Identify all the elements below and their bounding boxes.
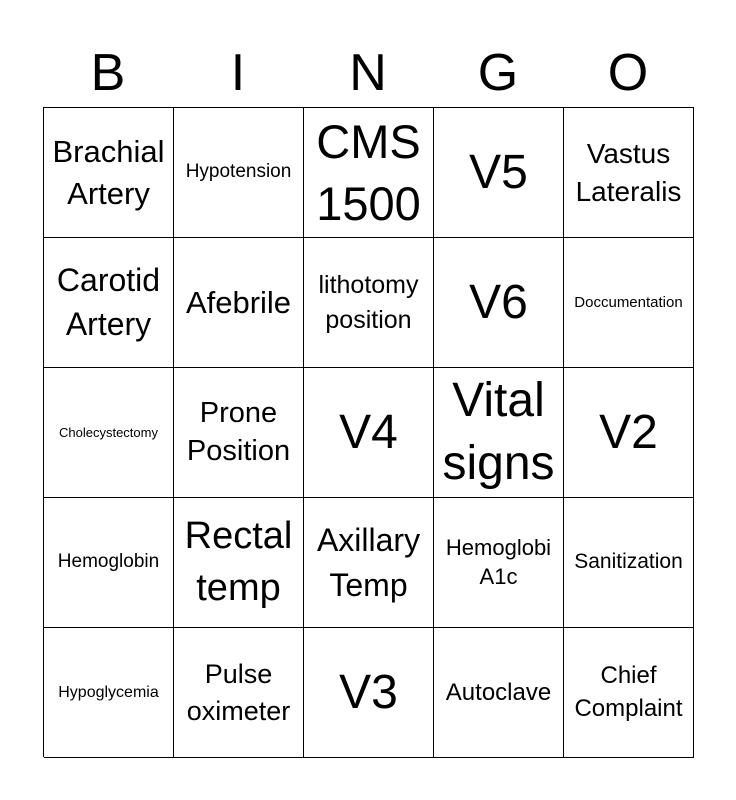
bingo-cell[interactable]: V2 xyxy=(564,368,694,498)
header-letter-n: N xyxy=(349,44,387,102)
bingo-cell[interactable]: Hemoglobin xyxy=(44,498,174,628)
bingo-cell[interactable]: Vital signs xyxy=(434,368,564,498)
bingo-cell[interactable]: Rectal temp xyxy=(174,498,304,628)
bingo-cell[interactable]: Cholecystectomy xyxy=(44,368,174,498)
bingo-cell[interactable]: Hypotension xyxy=(174,108,304,238)
bingo-cell[interactable]: V5 xyxy=(434,108,564,238)
bingo-cell[interactable]: Pulse oximeter xyxy=(174,628,304,758)
bingo-cell[interactable]: Chief Complaint xyxy=(564,628,694,758)
bingo-cell[interactable]: Carotid Artery xyxy=(44,238,174,368)
bingo-cell[interactable]: Autoclave xyxy=(434,628,564,758)
header-letter-o: O xyxy=(607,44,649,102)
bingo-header xyxy=(43,40,693,106)
bingo-cell[interactable]: Hypoglycemia xyxy=(44,628,174,758)
bingo-cell[interactable]: Axillary Temp xyxy=(304,498,434,628)
bingo-cell[interactable]: Brachial Artery xyxy=(44,108,174,238)
bingo-cell[interactable]: Doccumentation xyxy=(564,238,694,368)
bingo-cell[interactable]: Sanitization xyxy=(564,498,694,628)
bingo-cell[interactable]: Vastus Lateralis xyxy=(564,108,694,238)
header-letter-g: G xyxy=(477,44,519,102)
bingo-cell[interactable]: CMS 1500 xyxy=(304,108,434,238)
header-letter-b: B xyxy=(90,44,126,102)
bingo-cell[interactable]: Afebrile xyxy=(174,238,304,368)
bingo-cell[interactable]: lithotomy position xyxy=(304,238,434,368)
bingo-cell[interactable]: V4 xyxy=(304,368,434,498)
header-letter-i: I xyxy=(230,44,246,102)
bingo-cell[interactable]: V3 xyxy=(304,628,434,758)
bingo-cell[interactable]: Prone Position xyxy=(174,368,304,498)
bingo-cell[interactable]: Hemoglobi A1c xyxy=(434,498,564,628)
bingo-grid xyxy=(43,107,694,757)
bingo-cell[interactable]: V6 xyxy=(434,238,564,368)
